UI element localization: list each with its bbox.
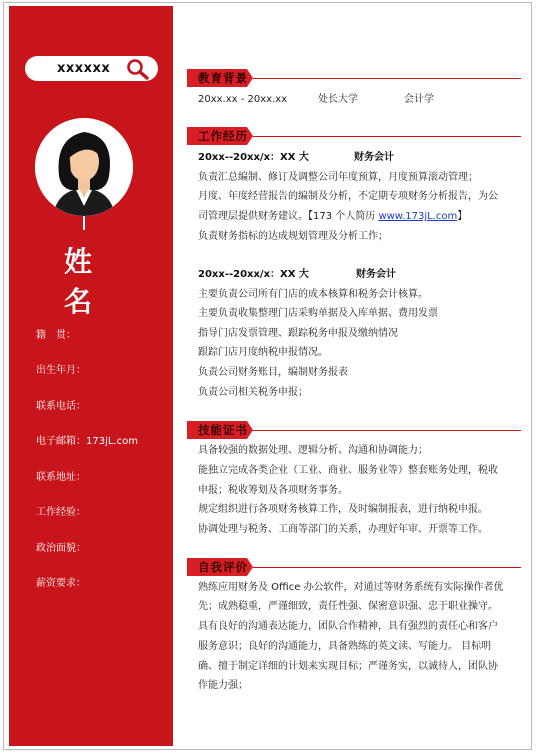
education-major: 会计学 — [404, 94, 434, 105]
search-box[interactable] — [25, 56, 158, 81]
self-line-2: 先；成熟稳重，严谨细致，责任性强、保密意识强、忠于职业操守。 — [198, 601, 498, 612]
section-education-title: 教育背景 — [198, 71, 248, 85]
job2-line-1: 主要负责公司所有门店的成本核算和税务会计核算。 — [198, 289, 428, 300]
section-work-title: 工作经历 — [198, 129, 248, 143]
avatar-portrait-icon — [35, 118, 133, 216]
section-education-line — [253, 78, 521, 79]
site-link[interactable]: www.173jL.com — [378, 211, 458, 222]
job2-line-3: 指导门店发票管理、跟踪税务申报及缴纳情况 — [198, 328, 398, 339]
self-line-1: 熟练应用财务及 Office 办公软件，对通过等财务系统有实际操作者优 — [198, 582, 504, 593]
info-politics: 政治面貌： — [36, 543, 86, 554]
job2-line-2: 主要负责收集整理门店采购单据及入库单据、费用发票 — [198, 308, 438, 319]
job1-line-1: 负责汇总编制、修订及调整公司年度预算，月度预算滚动管理； — [198, 172, 478, 183]
skills-line-4: 规定组织进行各项财务核算工作，及时编制报表，进行纳税申报。 — [198, 504, 488, 515]
skills-line-3: 申报；税收筹划及各项财务事务。 — [198, 485, 348, 496]
job2-line-4: 跟踪门店月度纳税申报情况。 — [198, 347, 328, 358]
info-phone: 联系电话： — [36, 401, 86, 412]
info-hometown: 籍 贯： — [36, 330, 76, 341]
self-line-5: 确、擅于制定详细的计划来实现目标；严谨务实，以诚待人，团队协 — [198, 661, 498, 672]
job2-header: 20xx--20xx/x：XX 大 — [198, 269, 309, 280]
job1-line-4: 负责财务指标的达成规划管理及分析工作； — [198, 231, 388, 242]
sidebar — [9, 6, 173, 746]
avatar — [35, 118, 133, 216]
job1-header: 20xx--20xx/x：XX 大 — [198, 152, 309, 163]
avatar-divider — [83, 216, 85, 230]
search-icon[interactable] — [126, 58, 150, 80]
job2-line-5: 负责公司财务账目，编制财务报表 — [198, 367, 348, 378]
job1-position: 财务会计 — [354, 152, 394, 163]
info-address: 联系地址： — [36, 472, 86, 483]
job2-line-6: 负责公司相关税务申报； — [198, 387, 308, 398]
education-period: 20xx.xx - 20xx.xx — [198, 94, 288, 105]
job1-line-2: 月度、年度经营报告的编制及分析，不定期专项财务分析报告，为公 — [198, 191, 498, 202]
section-work-tag — [187, 127, 253, 145]
info-birth: 出生年月： — [36, 365, 86, 376]
self-line-4: 服务意识；良好的沟通能力，具备熟练的英文读、写能力。 目标明 — [198, 641, 492, 652]
job1-line-3-text: 司管理层提供财务建议。【173 个人简历 — [198, 211, 379, 222]
job2-position: 财务会计 — [356, 269, 396, 280]
section-skills-title: 技能证书 — [198, 423, 248, 437]
info-email: 电子邮箱：173jL.com — [36, 436, 138, 447]
job1-line-3-suffix: 】 — [457, 211, 468, 222]
skills-line-2: 能独立完成各类企业（工业、商业、服务业等）整套账务处理，税收 — [198, 465, 498, 476]
section-self-tag — [187, 558, 253, 576]
section-skills-tag — [187, 421, 253, 439]
self-line-3: 具有良好的沟通表达能力，团队合作精神，具有强烈的责任心和客户 — [198, 621, 498, 632]
skills-line-5: 协调处理与税务、工商等部门的关系，办理好年审、开票等工作。 — [198, 524, 488, 535]
self-line-6: 作能力强； — [198, 680, 248, 691]
education-school: 处长大学 — [318, 94, 358, 105]
info-experience: 工作经验： — [36, 507, 86, 518]
section-self-line — [253, 567, 521, 568]
section-skills-line — [253, 430, 521, 431]
skills-line-1: 具备较强的数据处理、逻辑分析、沟通和协调能力； — [198, 445, 428, 456]
search-value: xxxxxx — [57, 61, 111, 76]
section-work-line — [253, 136, 521, 137]
job1-line-3 — [198, 210, 467, 223]
person-name: 姓 名 — [63, 245, 100, 318]
section-self-title: 自我评价 — [198, 560, 248, 574]
info-salary: 薪资要求： — [36, 578, 86, 589]
section-education-tag — [187, 69, 253, 87]
